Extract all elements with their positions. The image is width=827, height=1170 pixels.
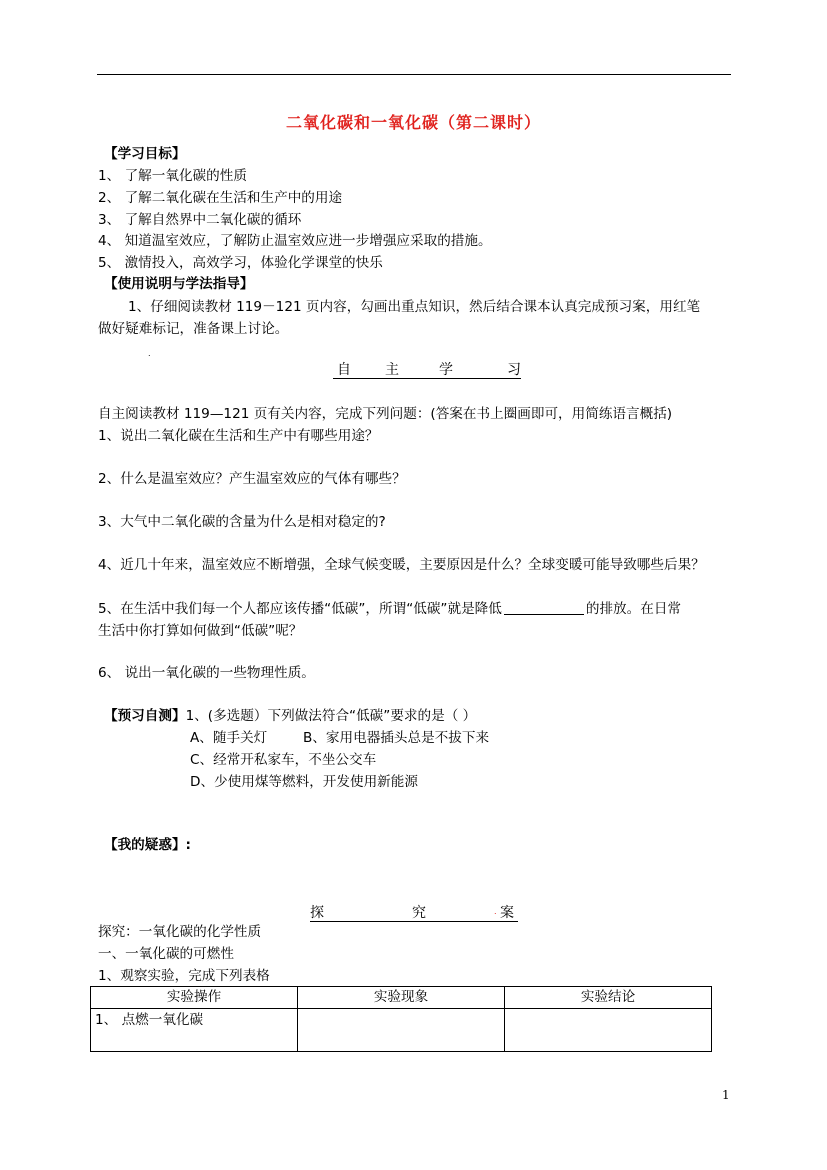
option-b: B、家用电器插头总是不拔下来: [303, 730, 490, 746]
option-c: C、经常开私家车，不坐公交车: [190, 752, 377, 768]
table-cell: 1、 点燃一氧化碳: [91, 1009, 298, 1052]
explore-heading: [310, 902, 518, 922]
self-study-intro: 自主阅读教材 119—121 页有关内容，完成下列问题：(答案在书上圈画即可，用简练语言概括): [98, 406, 673, 422]
table-header-row: [91, 987, 712, 1009]
page-number: 1: [722, 1088, 730, 1102]
explore-task: 1、观察实验，完成下列表格: [98, 968, 270, 984]
pretest: [104, 707, 476, 725]
pretest-question: 1、(多选题）下列做法符合“低碳”要求的是（ ）: [185, 708, 477, 724]
explore-topic: 探究：一氧化碳的化学性质: [98, 924, 262, 940]
guide-line: 做好疑难标记，准备课上讨论。: [98, 321, 289, 337]
self-study-heading: [333, 359, 521, 379]
question-4: 4、近几十年来，温室效应不断增强，全球气候变暖，主要原因是什么？全球变暖可能导致哪些后果？: [98, 557, 705, 573]
answer-blank[interactable]: [504, 600, 584, 615]
heading-char: 究: [412, 905, 426, 921]
heading-char: 主: [385, 362, 399, 378]
heading-char: 学: [439, 362, 453, 378]
question-5-text: 5、在生活中我们每一个人都应该传播“低碳”，所谓“低碳”就是降低: [98, 601, 502, 617]
page-title: 二氧化碳和一氧化碳（第二课时）: [285, 113, 541, 132]
heading-underline: [310, 921, 518, 922]
table-cell[interactable]: [505, 1009, 712, 1052]
heading-char: 习: [507, 362, 521, 378]
explore-sub: 一、一氧化碳的可燃性: [98, 946, 234, 962]
guide-line: 1、仔细阅读教材 119－121 页内容，勾画出重点知识，然后结合课本认真完成预习案，用红笔: [128, 299, 701, 315]
table-cell[interactable]: [298, 1009, 505, 1052]
heading-char: 自: [337, 362, 351, 378]
heading-char: 案: [500, 905, 514, 921]
pretest-heading: 【预习自测】: [104, 708, 186, 724]
header-rule: [97, 74, 731, 75]
objective-item: 1、 了解一氧化碳的性质: [98, 168, 247, 184]
objective-item: 3、 了解自然界中二氧化碳的循环: [98, 212, 302, 228]
objective-item: 2、 了解二氧化碳在生活和生产中的用途: [98, 190, 343, 206]
stray-dot: .: [148, 349, 151, 358]
doubts-heading: 【我的疑惑】:: [104, 837, 191, 853]
question-5-line2: 生活中你打算如何做到“低碳”呢？: [98, 623, 303, 639]
option-a: A、随手关灯: [190, 730, 268, 746]
table-header: 实验现象: [298, 987, 505, 1009]
question-3: 3、大气中二氧化碳的含量为什么是相对稳定的?: [98, 514, 386, 530]
table-header: 实验操作: [91, 987, 298, 1009]
table-row: [91, 1009, 712, 1052]
question-1: 1、说出二氧化碳在生活和生产中有哪些用途？: [98, 428, 379, 444]
objective-item: 4、 知道温室效应，了解防止温室效应进一步增强应采取的措施。: [98, 233, 492, 249]
experiment-table: [90, 986, 712, 1052]
objectives-heading: 【学习目标】: [104, 146, 186, 162]
question-5-text: 的排放。在日常: [585, 601, 682, 617]
option-d: D、少使用煤等燃料，开发使用新能源: [190, 774, 418, 790]
objective-item: 5、 激情投入，高效学习，体验化学课堂的快乐: [98, 255, 383, 271]
heading-underline: [333, 378, 521, 379]
question-5: [98, 600, 681, 618]
guide-heading: 【使用说明与学法指导】: [104, 276, 254, 292]
question-6: 6、 说出一氧化碳的一些物理性质。: [98, 665, 315, 681]
question-2: 2、什么是温室效应？产生温室效应的气体有哪些？: [98, 471, 406, 487]
table-header: 实验结论: [505, 987, 712, 1009]
heading-char: 探: [310, 905, 324, 921]
stray-dot: .: [494, 907, 497, 916]
